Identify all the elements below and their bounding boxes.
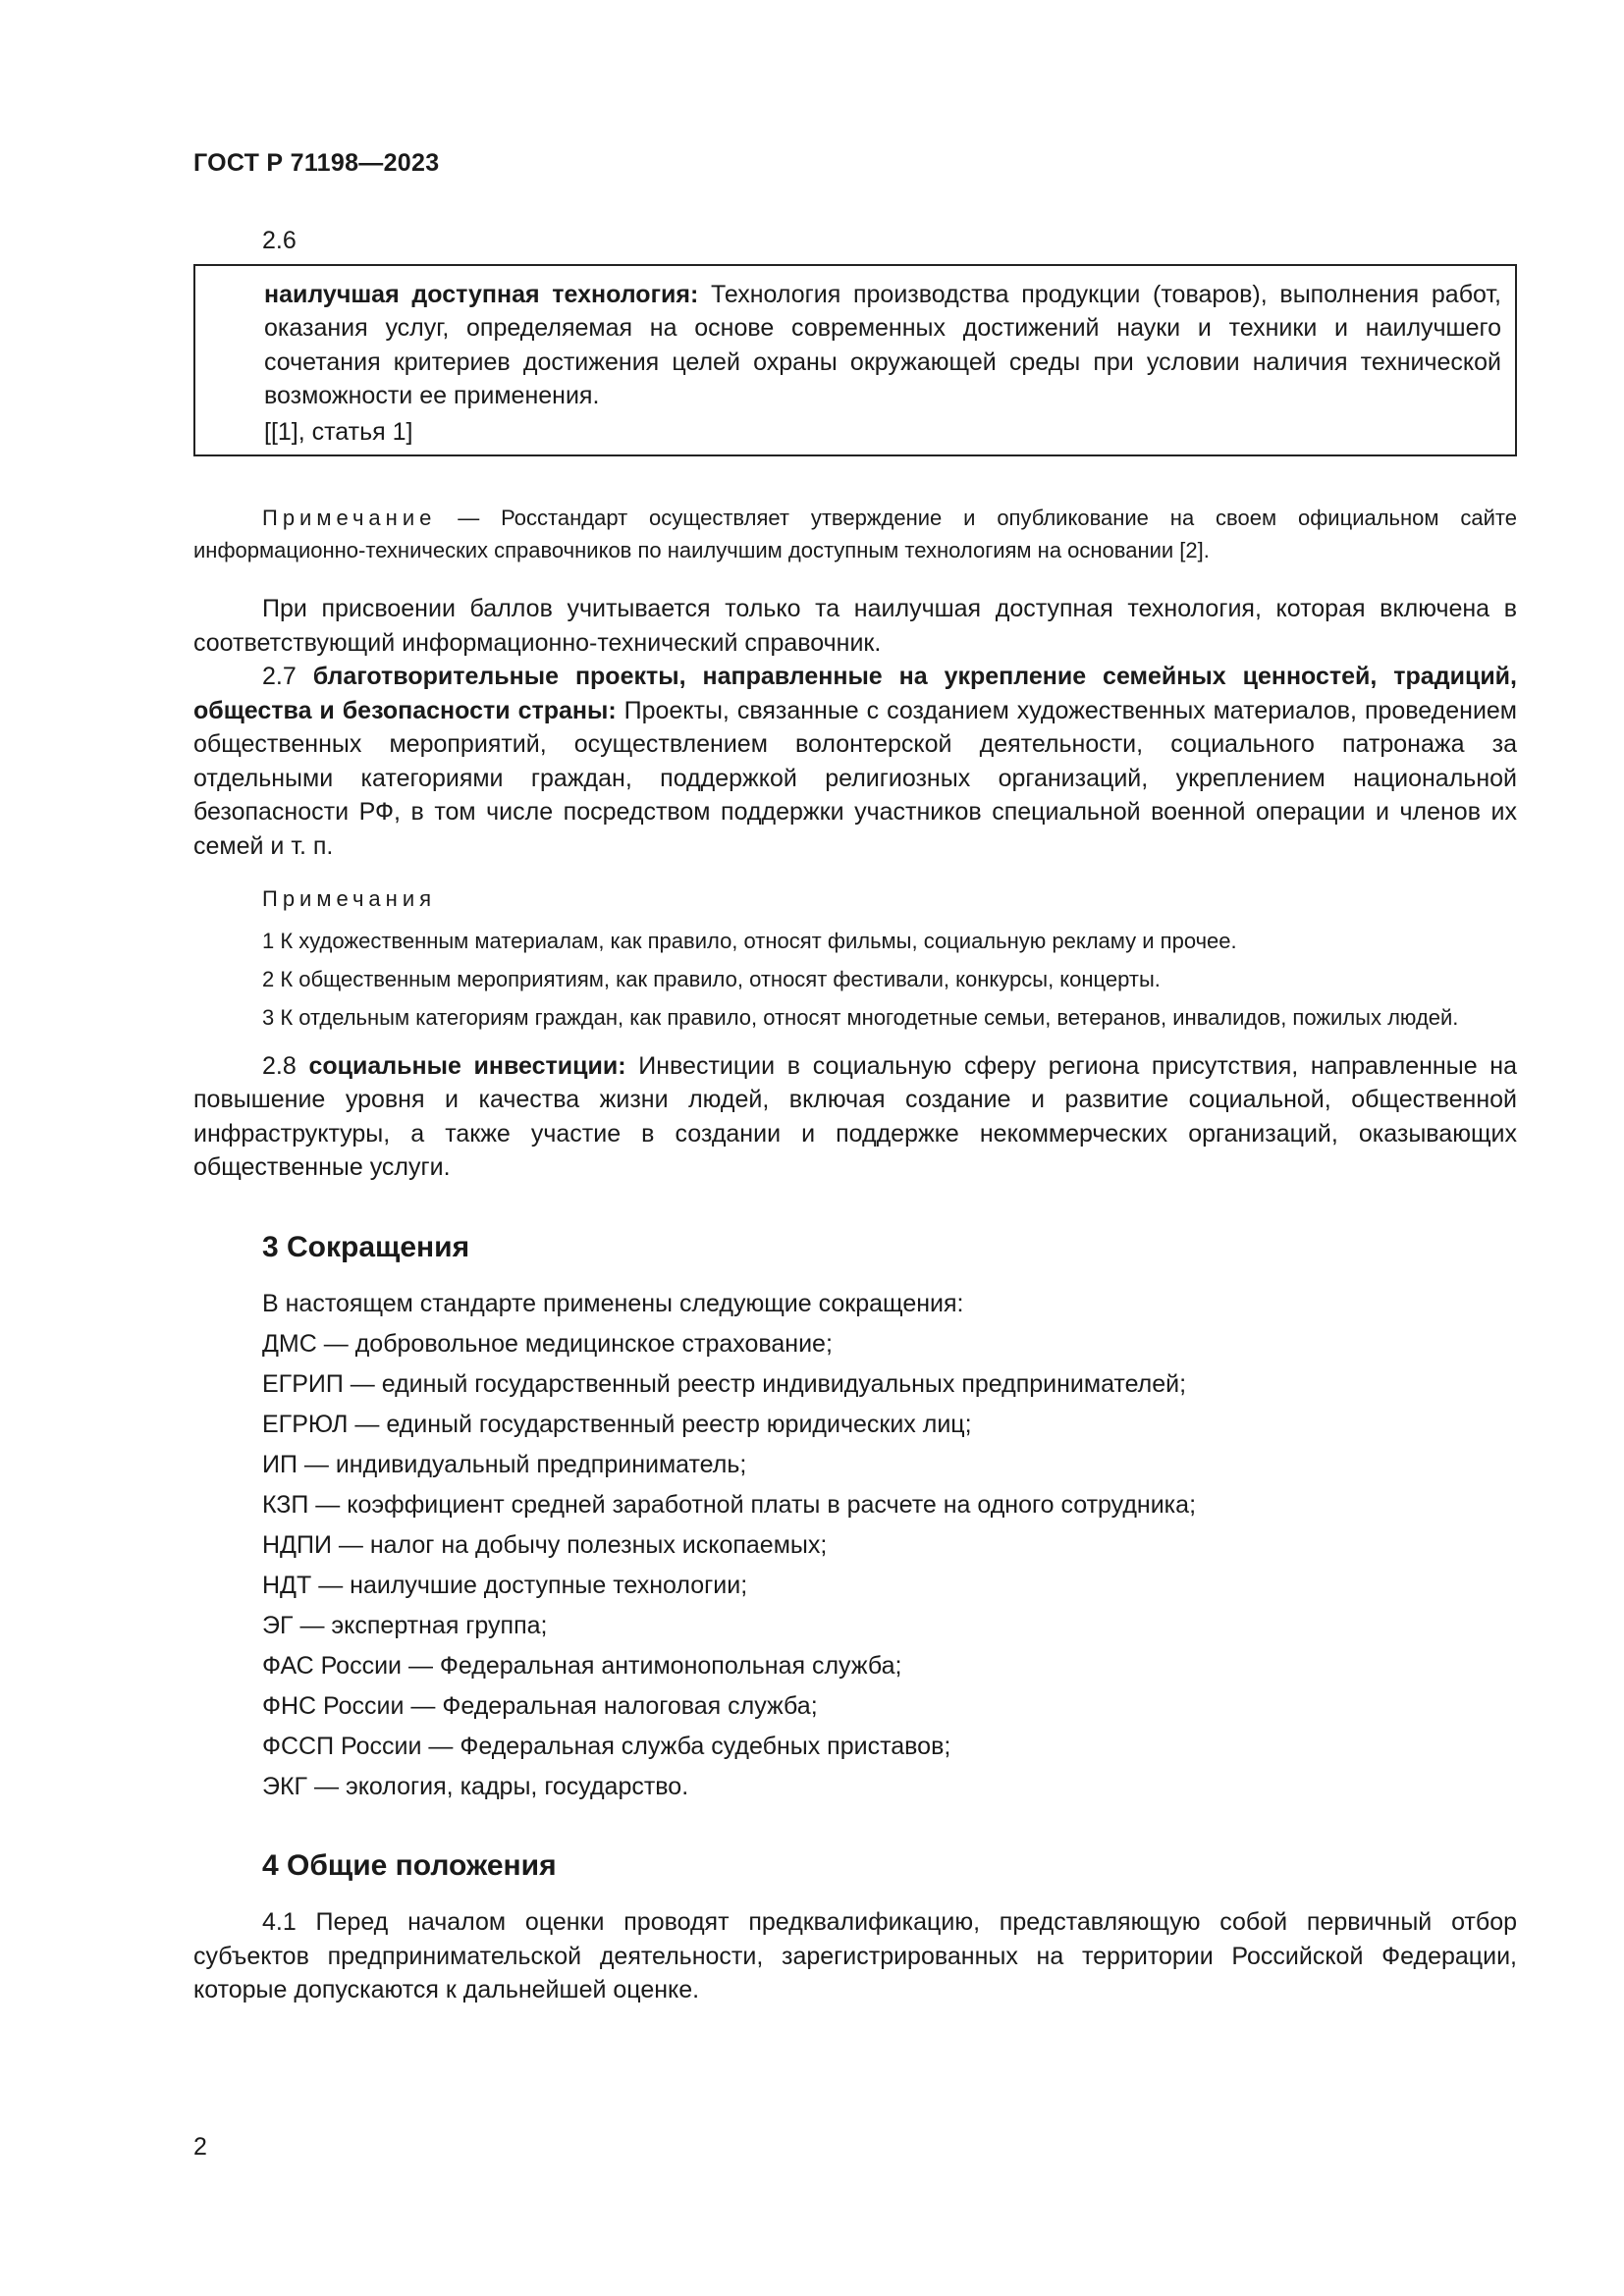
note-item-2: 2 К общественным мероприятиям, как правило, относят фестивали, конкурсы, концерты. xyxy=(262,966,1161,991)
note-item-1: 1 К художественным материалам, как правило, относят фильмы, социальную рекламу и прочее. xyxy=(262,928,1237,953)
definition-box-2-6 xyxy=(193,264,1517,457)
paragraph-2-6: При присвоении баллов учитывается только та наилучшая доступная технология, которая включена в соответствующий информационно-технический справочник. xyxy=(193,595,1517,657)
document-header-code: ГОСТ Р 71198—2023 xyxy=(193,149,440,177)
definition-text-2-8: Инвестиции в социальную сферу региона присутствия, направленные на повышение уровня и качества жизни людей, включая создание и развитие социальной, общественной инфраструктуры, а также участие в создании и поддержке некоммерческих организаций, оказывающих общественные услуги. xyxy=(193,1051,1517,1181)
abbreviation-item: ИП — индивидуальный предприниматель; xyxy=(262,1450,747,1478)
section-4-title: 4 Общие положения xyxy=(262,1849,557,1882)
section-3-title: 3 Сокращения xyxy=(262,1230,470,1263)
abbreviation-item: ФАС России — Федеральная антимонопольная служба; xyxy=(262,1651,902,1680)
term-2-6: наилучшая доступная технология: xyxy=(264,280,699,308)
definition-text-2-6: Технология производства продукции (товаров), выполнения работ, оказания услуг, определяемая на основе современных достижений науки и техники и наилучшего сочетания критериев достижения целей охраны окружающей среды при условии наличия технической возможности ее применения. xyxy=(264,280,1501,409)
abbreviation-item: ФССП России — Федеральная служба судебных приставов; xyxy=(262,1732,951,1760)
abbreviation-item: КЗП — коэффициент средней заработной платы в расчете на одного сотрудника; xyxy=(262,1490,1197,1519)
definition-2-8 xyxy=(193,1049,1517,1185)
definition-2-7 xyxy=(193,660,1517,863)
abbreviation-item: НДПИ — налог на добычу полезных ископаемых; xyxy=(262,1530,828,1559)
item-2-7-number: 2.7 xyxy=(262,663,297,690)
abbreviation-item: ЕГРИП — единый государственный реестр индивидуальных предпринимателей; xyxy=(262,1369,1187,1398)
abbreviations-intro: В настоящем стандарте применены следующие сокращения: xyxy=(262,1289,964,1317)
item-2-8-number: 2.8 xyxy=(262,1051,297,1080)
abbreviations-list xyxy=(193,1287,1517,1804)
note-2-6 xyxy=(193,502,1517,566)
page-number: 2 xyxy=(193,2133,207,2161)
abbreviation-item: ФНС России — Федеральная налоговая служба; xyxy=(262,1691,818,1720)
abbreviation-item: ЕГРЮЛ — единый государственный реестр юридических лиц; xyxy=(262,1410,972,1438)
document-body xyxy=(193,224,1517,2007)
abbreviation-item: ЭКГ — экология, кадры, государство. xyxy=(262,1772,689,1800)
abbreviation-item: НДТ — наилучшие доступные технологии; xyxy=(262,1571,748,1599)
abbreviation-item: ЭГ — экспертная группа; xyxy=(262,1611,548,1639)
item-2-6-number: 2.6 xyxy=(262,227,297,254)
note-text: — Росстандарт осуществляет утверждение и опубликование на своем официальном сайте информационно-технических справочников по наилучшим доступным технологиям на основании [2]. xyxy=(193,506,1517,562)
note-item-3: 3 К отдельным категориям граждан, как правило, относят многодетные семьи, ветеранов, инвалидов, пожилых людей. xyxy=(262,1004,1459,1030)
term-2-7: благотворительные проекты, направленные на укрепление семейных ценностей, традиций, общества и безопасности страны: xyxy=(193,663,1517,724)
definition-text-2-7: Проекты, связанные с созданием художественных материалов, проведением общественных мероприятий, осуществлением волонтерской деятельности, социального патронажа за отдельными категориями граждан, поддержкой религиозных организаций, укреплением национальной безопасности РФ, в том числе посредством поддержки участников специальной военной операции и членов их семей и т. п. xyxy=(193,696,1517,860)
paragraph-4-1: 4.1 Перед началом оценки проводят предквалификацию, представляющую собой первичный отбор субъектов предпринимательской деятельности, зарегистрированных на территории Российской Федерации, которые допускаются к дальнейшей оценке. xyxy=(193,1908,1517,2003)
definition-2-6 xyxy=(264,278,1501,413)
note-label: Примечание xyxy=(262,506,437,530)
definition-source-2-6: [[1], статья 1] xyxy=(264,417,413,446)
abbreviation-item: ДМС — добровольное медицинское страхование; xyxy=(262,1329,833,1358)
notes-title-2-7: Примечания xyxy=(262,886,437,911)
term-2-8: социальные инвестиции: xyxy=(308,1051,626,1080)
